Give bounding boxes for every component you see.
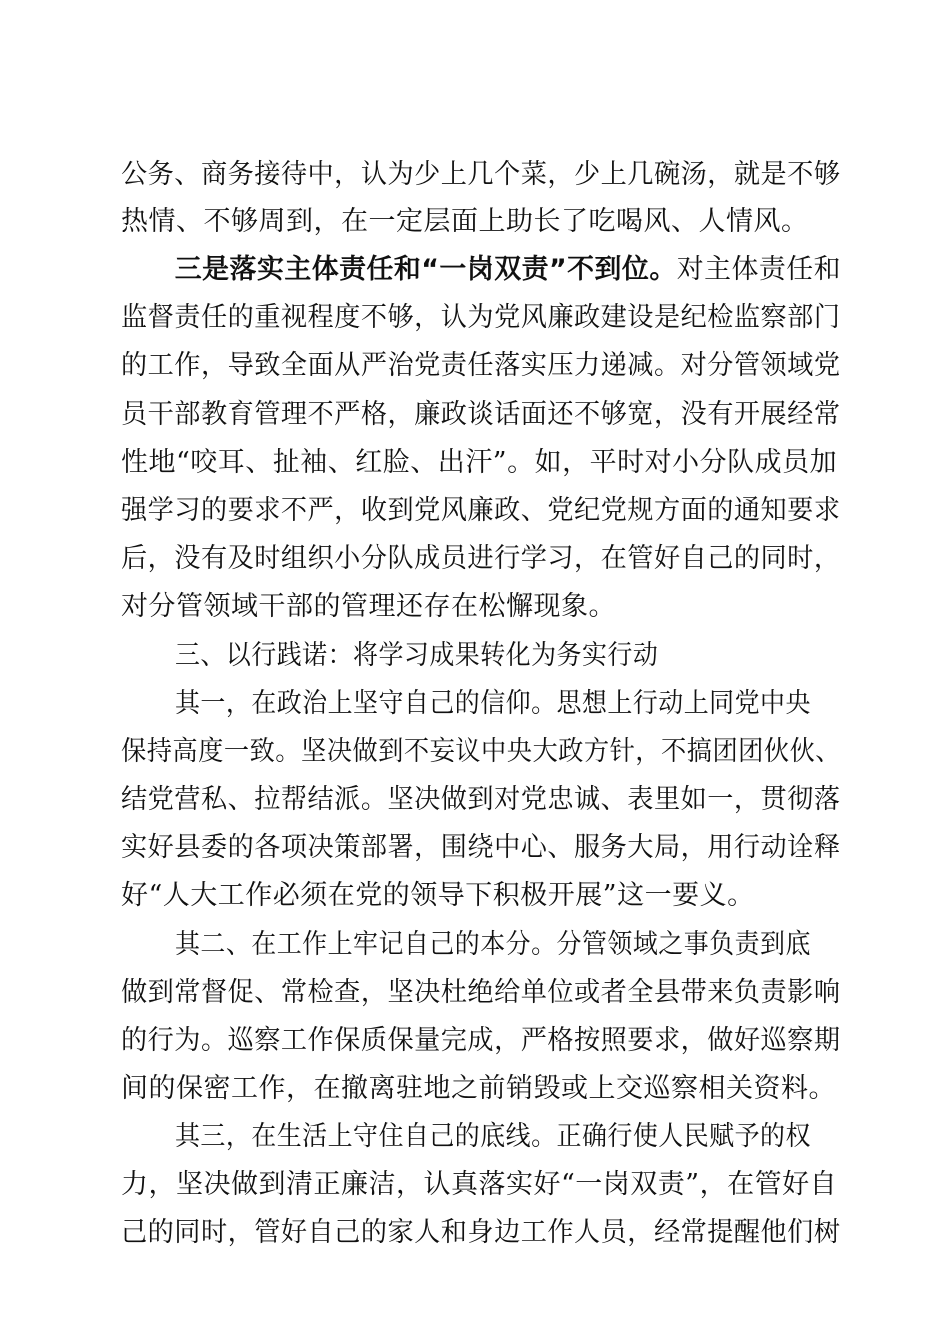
text-line: 间的保密工作，在撤离驻地之前销毁或上交巡察相关资料。 bbox=[121, 1073, 836, 1104]
text-line: 好“人大工作必须在党的领导下积极开展”这一要义。 bbox=[121, 880, 755, 911]
section-heading: 三、以行践诺：将学习成果转化为务实行动 bbox=[175, 640, 659, 671]
text-line: 对分管领域干部的管理还存在松懈现象。 bbox=[121, 591, 616, 622]
text-line: 己的同时，管好自己的家人和身边工作人员，经常提醒他们树 bbox=[121, 1217, 841, 1248]
text-line: 监督责任的重视程度不够，认为党风廉政建设是纪检监察部门 bbox=[121, 302, 841, 333]
text-line: 结党营私、拉帮结派。坚决做到对党忠诚、表里如一，贯彻落 bbox=[121, 784, 841, 815]
text-line: 公务、商务接待中，认为少上几个菜，少上几碗汤，就是不够 bbox=[121, 159, 841, 190]
text-line: 性地“咬耳、扯袖、红脸、出汗”。如，平时对小分队成员加 bbox=[121, 447, 838, 478]
text-line: 的行为。巡察工作保质保量完成，严格按照要求，做好巡察期 bbox=[121, 1025, 841, 1056]
text-span: 对主体责任和 bbox=[676, 254, 842, 285]
text-line: 后，没有及时组织小分队成员进行学习，在管好自己的同时， bbox=[121, 543, 841, 574]
text-line: 其三，在生活上守住自己的底线。正确行使人民赋予的权 bbox=[175, 1121, 811, 1152]
paragraph-first-line bbox=[121, 248, 842, 292]
text-line: 热情、不够周到，在一定层面上助长了吃喝风、人情风。 bbox=[121, 206, 809, 237]
text-line: 保持高度一致。坚决做到不妄议中央大政方针，不搞团团伙伙、 bbox=[121, 736, 842, 767]
text-line: 员干部教育管理不严格，廉政谈话面还不够宽，没有开展经常 bbox=[121, 399, 841, 430]
text-line: 实好县委的各项决策部署，围绕中心、服务大局，用行动诠释 bbox=[121, 832, 841, 863]
text-line: 的工作，导致全面从严治党责任落实压力递减。对分管领域党 bbox=[121, 350, 841, 381]
section-lead-heading: 三是落实主体责任和“一岗双责”不到位。 bbox=[174, 254, 677, 285]
text-line: 其一，在政治上坚守自己的信仰。思想上行动上同党中央 bbox=[175, 688, 811, 719]
text-line: 做到常督促、常检查，坚决杜绝给单位或者全县带来负责影响 bbox=[121, 977, 841, 1008]
text-line: 强学习的要求不严，收到党风廉政、党纪党规方面的通知要求 bbox=[121, 495, 841, 526]
text-line: 其二、在工作上牢记自己的本分。分管领域之事负责到底 bbox=[175, 929, 811, 960]
text-line: 力，坚决做到清正廉洁，认真落实好“一岗双责”，在管好自 bbox=[121, 1169, 838, 1200]
